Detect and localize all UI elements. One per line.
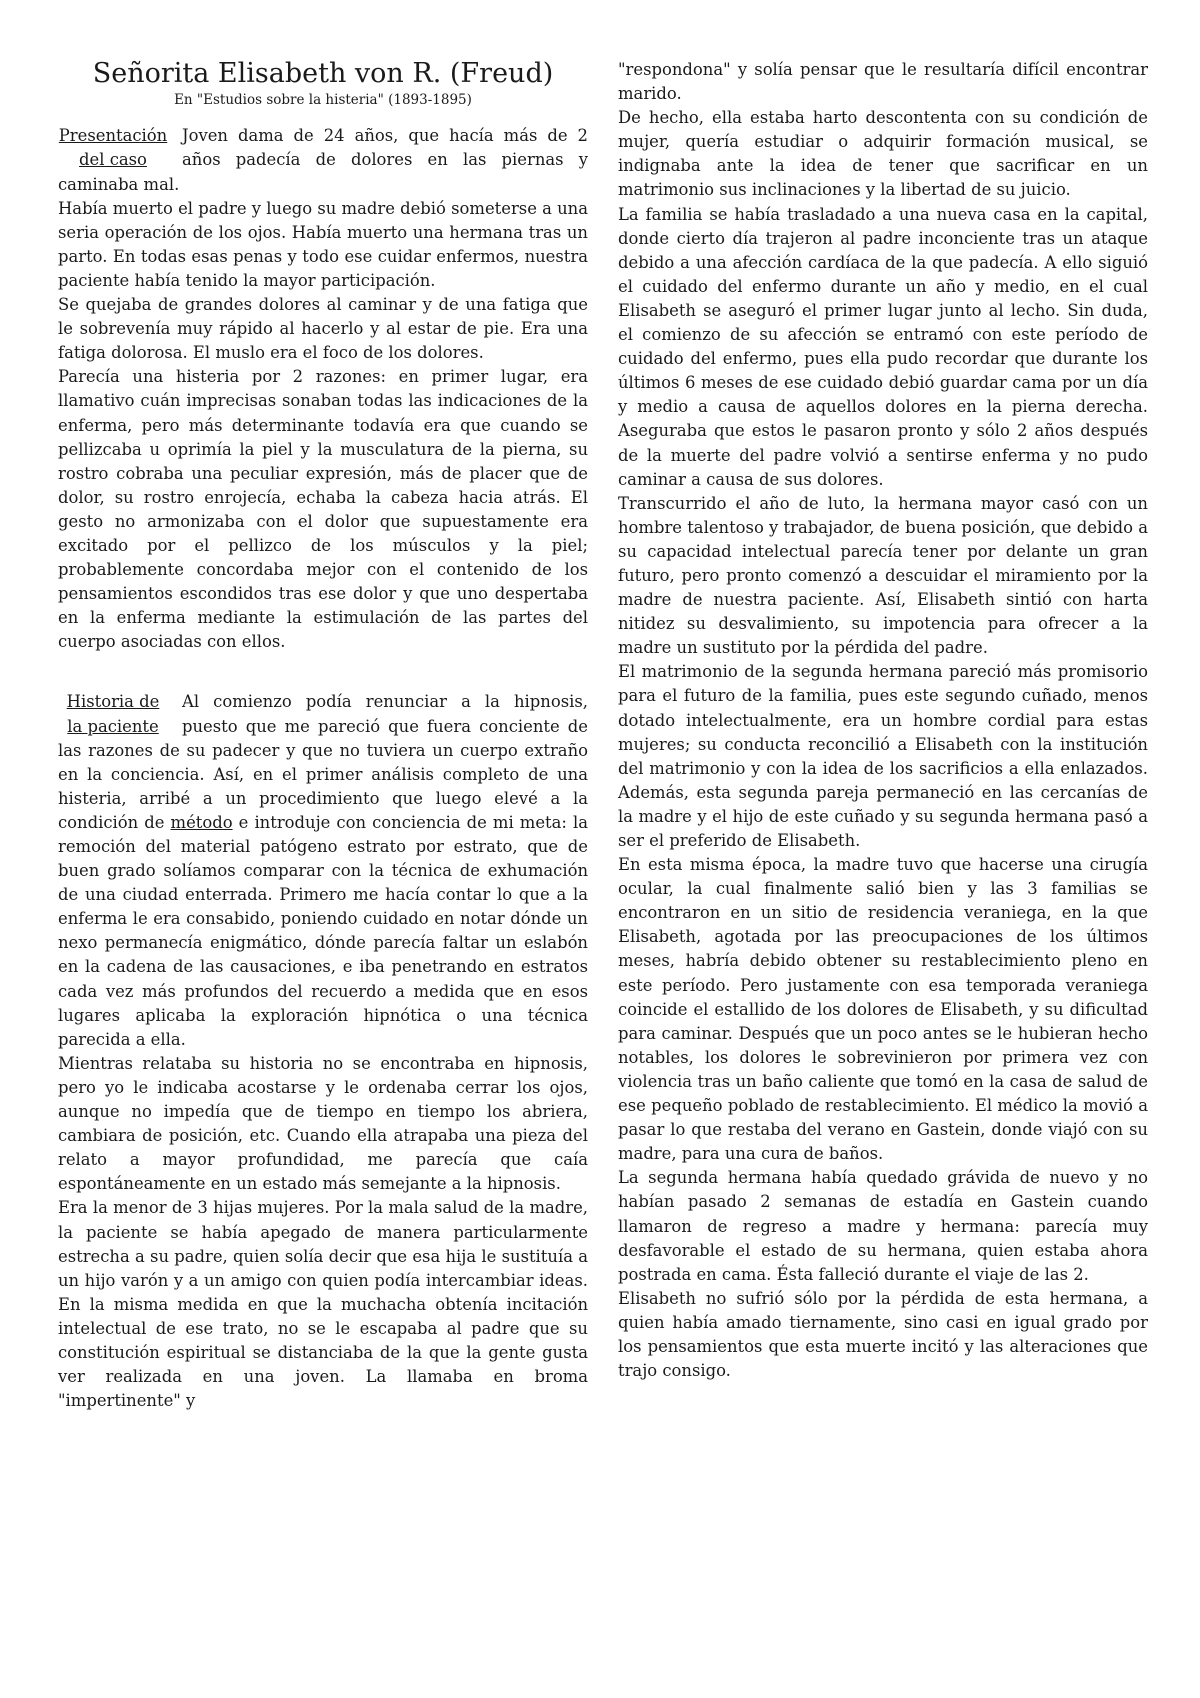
right-column	[618, 58, 1148, 1383]
section-label-presentation	[58, 124, 168, 172]
section-presentation	[58, 124, 588, 654]
paragraph: La familia se había trasladado a una nueva casa en la capital, donde cierto día trajeron al padre inconciente tras un ataque debido a una afección cardíaca de la que padecía. A ello siguió el cuidado del enfermo durante un año y medio, en el cual Elisabeth se aseguró el primer lugar junto al lecho. Sin duda, el comienzo de su afección se entramó con este período de cuidado del enfermo, pues ella pudo recordar que durante los últimos 6 meses de ese cuidado debió guardar cama por un día y medio a causa de aquellos dolores en la pierna derecha. Aseguraba que estos le pasaron pronto y sólo 2 años después de la muerte del padre volvió a sentirse enferma y no pudo caminar a causa de sus dolores.	[618, 204, 1148, 489]
section-label-line: Presentación	[58, 126, 168, 146]
paragraph: Parecía una histeria por 2 razones: en primer lugar, era llamativo cuán imprecisas sonaban todas las indicaciones de la enferma, pero más determinante todavía era que cuando se pellizcaba u oprimía la piel y la musculatura de la pierna, su rostro cobraba una peculiar expresión, más de placer que de dolor, su rostro enrojecía, echaba la cabeza hacia atrás. El gesto no armonizaba con el dolor que supuestamente era excitado por el pellizco de los músculos y la piel; probablemente concordaba mejor con el contenido de los pensamientos escondidos tras ese dolor y que uno despertaba en la enferma mediante la estimulación de las partes del cuerpo asociadas con ellos.	[58, 367, 588, 652]
underlined-term: método	[170, 812, 233, 832]
paragraph: Mientras relataba su historia no se encontraba en hipnosis, pero yo le indicaba acostarse y le ordenaba cerrar los ojos, aunque no impedía que de tiempo en tiempo los abriera, cambiara de posición, etc. Cuando ella atrapaba una pieza del relato a mayor profundidad, me parecía que caía espontáneamente en un estado más semejante a la hipnosis.	[58, 1053, 588, 1194]
text-run: Al comienzo podía renunciar a la hipnosis, puesto que me pareció que fuera conciente de las razones de su padecer y que no tuviera un cuerpo extraño en la conciencia. Así, en el primer análisis completo de una histeria, arribé a un procedimiento que luego elevé a la condición de	[58, 692, 588, 832]
text-run: e introduje con conciencia de mi meta: la remoción del material patógeno estrato por estrato, que de buen grado solíamos comparar con la técnica de exhumación de una ciudad enterrada. Primero me hacía contar lo que a la enferma le era consabido, poniendo cuidado en notar dónde un nexo permanecía enigmático, dónde parecía faltar un eslabón en la cadena de las causaciones, e iba penetrando en estratos cada vez más profundos del recuerdo a medida que en esos lugares aplicaba la exploración hipnótica o una técnica parecida a ella.	[58, 812, 588, 1049]
document-title: Señorita Elisabeth von R. (Freud)	[92, 58, 554, 89]
paragraph: Transcurrido el año de luto, la hermana mayor casó con un hombre talentoso y trabajador, de buena posición, que debido a su capacidad intelectual parecía tener por delante un gran futuro, pero pronto comenzó a descuidar el miramiento por la madre de nuestra paciente. Así, Elisabeth sintió con harta nitidez su desvalimiento, su impotencia para ofrecer a la madre un sustituto por la pérdida del padre.	[618, 493, 1148, 658]
paragraph: De hecho, ella estaba harto descontenta con su condición de mujer, quería estudiar o adquirir formación musical, se indignaba ante la idea de tener que sacrificar en un matrimonio sus inclinaciones y la libertad de su juicio.	[618, 108, 1148, 200]
paragraph: Se quejaba de grandes dolores al caminar y de una fatiga que le sobrevenía muy rápido al hacerlo y al estar de pie. Era una fatiga dolorosa. El muslo era el foco de los dolores.	[58, 295, 588, 363]
paragraph: El matrimonio de la segunda hermana pareció más promisorio para el futuro de la familia, pues este segundo cuñado, menos dotado intelectualmente, era un hombre cordial para estas mujeres; su conducta reconcilió a Elisabeth con la institución del matrimonio y con la idea de los sacrificios a ella enlazados. Además, esta segunda pareja permaneció en las cercanías de la madre y el hijo de este cuñado y su segunda hermana pasó a ser el preferido de Elisabeth.	[618, 662, 1148, 850]
paragraph: Era la menor de 3 hijas mujeres. Por la mala salud de la madre, la paciente se había apegado de manera particularmente estrecha a su padre, quien solía decir que esa hija le sustituía a un hijo varón y a un amigo con quien podía intercambiar ideas. En la misma medida en que la muchacha obtenía incitación intelectual de ese trato, no se le escapaba al padre que su constitución espiritual se distanciaba de la que la gente gusta ver realizada en una joven. La llamaba en broma "impertinente" y	[58, 1198, 588, 1411]
document-subtitle: En "Estudios sobre la histeria" (1893-1895)	[174, 92, 472, 109]
paragraph	[58, 690, 588, 1051]
section-label-line: del caso	[79, 150, 147, 170]
paragraph: Elisabeth no sufrió sólo por la pérdida de esta hermana, a quien había amado tiernamente, sino casi en igual grado por los pensamientos que esta muerte incitó y las alteraciones que trajo consigo.	[618, 1288, 1148, 1381]
paragraph: Había muerto el padre y luego su madre debió someterse a una seria operación de los ojos. Había muerto una hermana tras un parto. En todas esas penas y todo ese cuidar enfermos, nuestra paciente había tenido la mayor participación.	[58, 198, 588, 290]
section-label-history	[58, 690, 168, 738]
paragraph: Joven dama de 24 años, que hacía más de 2 años padecía de dolores en las piernas y caminaba mal.	[58, 126, 588, 194]
document-page	[58, 58, 1150, 1658]
paragraph: En esta misma época, la madre tuvo que hacerse una cirugía ocular, la cual finalmente salió bien y las 3 familias se encontraron en un sitio de residencia veraniega, en la que Elisabeth, agotada por las preocupaciones de los últimos meses, habría debido obtener su restablecimiento pleno en este período. Pero justamente con esa temporada veraniega coincide el estallido de los dolores de Elisabeth, y su dificultad para caminar. Después que un poco antes se le hubieran hecho notables, los dolores le sobrevinieron por primera vez con violencia tras un baño caliente que tomó en la casa de salud de ese pequeño poblado de restablecimiento. El médico la movió a pasar lo que restaba del verano en Gastein, donde viajó con su madre, para una cura de baños.	[618, 855, 1148, 1164]
section-history	[58, 690, 588, 1413]
section-label-line: la paciente	[67, 716, 159, 736]
section-label-line: Historia de	[66, 692, 160, 712]
paragraph: La segunda hermana había quedado grávida de nuevo y no habían pasado 2 semanas de estadía en Gastein cuando llamaron de regreso a madre y hermana: parecía muy desfavorable el estado de su hermana, quien estaba ahora postrada en cama. Ésta falleció durante el viaje de las 2.	[618, 1168, 1148, 1284]
left-column	[58, 58, 588, 1413]
paragraph: "respondona" y solía pensar que le resultaría difícil encontrar marido.	[618, 60, 1148, 104]
section-spacer	[58, 654, 588, 678]
